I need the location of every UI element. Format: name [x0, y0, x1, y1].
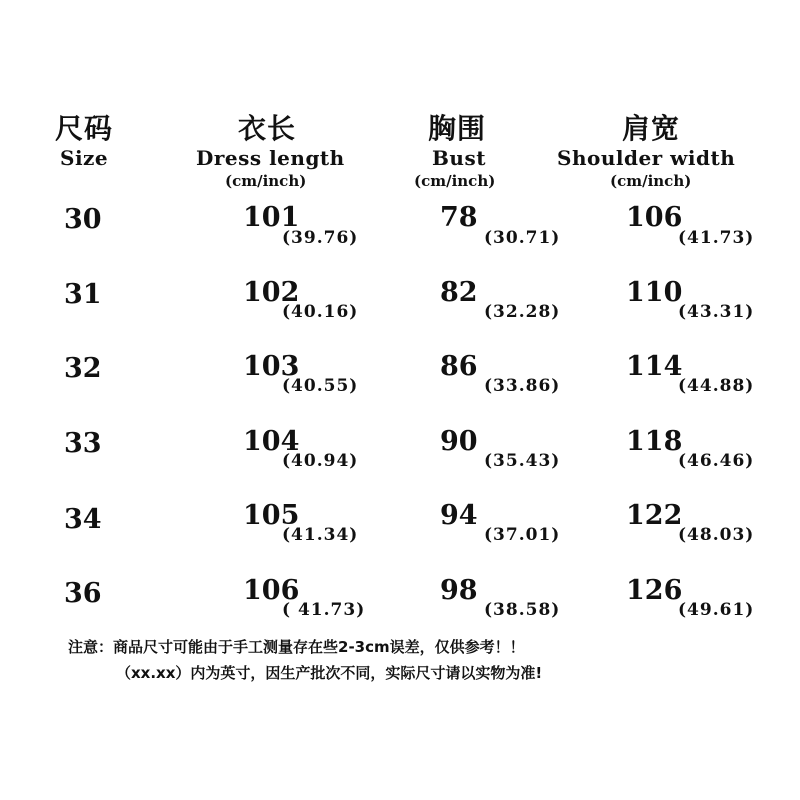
header-size-en: Size: [60, 146, 109, 170]
header-length-unit: (cm/inch): [225, 172, 307, 190]
length-inch: (41.34): [282, 525, 359, 545]
header-shoulder-zh: 肩宽: [622, 112, 681, 145]
bust-inch: (32.28): [484, 302, 561, 322]
size-value: 32: [64, 353, 102, 384]
size-value: 31: [64, 279, 102, 310]
length-inch: (40.16): [282, 302, 359, 322]
header-bust-unit: (cm/inch): [414, 172, 496, 190]
shoulder-cm: 126: [626, 575, 683, 606]
length-cm: 104: [243, 426, 300, 457]
length-inch: (39.76): [282, 228, 359, 248]
bust-cm: 82: [440, 277, 478, 308]
length-cm: 101: [243, 202, 300, 233]
note-measurement-error: 注意：商品尺寸可能由于手工测量存在些2-3cm误差，仅供参考！！: [68, 638, 525, 656]
length-inch: (40.55): [282, 376, 359, 396]
bust-inch: (33.86): [484, 376, 561, 396]
bust-cm: 90: [440, 426, 478, 457]
size-value: 30: [64, 204, 102, 235]
shoulder-cm: 106: [626, 202, 683, 233]
length-cm: 106: [243, 575, 300, 606]
shoulder-inch: (44.88): [678, 376, 755, 396]
shoulder-inch: (49.61): [678, 600, 755, 620]
length-inch: ( 41.73): [282, 600, 366, 620]
length-cm: 105: [243, 500, 300, 531]
bust-cm: 98: [440, 575, 478, 606]
bust-inch: (35.43): [484, 451, 561, 471]
bust-inch: (38.58): [484, 600, 561, 620]
shoulder-cm: 122: [626, 500, 683, 531]
shoulder-inch: (46.46): [678, 451, 755, 471]
length-cm: 102: [243, 277, 300, 308]
bust-inch: (37.01): [484, 525, 561, 545]
header-bust-en: Bust: [432, 146, 486, 170]
bust-cm: 94: [440, 500, 478, 531]
bust-cm: 86: [440, 351, 478, 382]
bust-cm: 78: [440, 202, 478, 233]
bust-inch: (30.71): [484, 228, 561, 248]
length-inch: (40.94): [282, 451, 359, 471]
size-value: 36: [64, 578, 102, 609]
shoulder-inch: (43.31): [678, 302, 755, 322]
header-size-zh: 尺码: [55, 112, 114, 145]
header-length-en: Dress length: [196, 146, 345, 170]
header-shoulder-unit: (cm/inch): [610, 172, 692, 190]
shoulder-inch: (41.73): [678, 228, 755, 248]
shoulder-cm: 110: [626, 277, 683, 308]
note-inch-explanation: （xx.xx）内为英寸，因生产批次不同，实际尺寸请以实物为准!: [116, 664, 543, 682]
shoulder-cm: 118: [626, 426, 683, 457]
size-value: 33: [64, 428, 102, 459]
header-bust-zh: 胸围: [428, 112, 487, 145]
shoulder-inch: (48.03): [678, 525, 755, 545]
length-cm: 103: [243, 351, 300, 382]
size-value: 34: [64, 504, 102, 535]
header-shoulder-en: Shoulder width: [557, 146, 736, 170]
shoulder-cm: 114: [626, 351, 683, 382]
header-length-zh: 衣长: [238, 112, 297, 145]
